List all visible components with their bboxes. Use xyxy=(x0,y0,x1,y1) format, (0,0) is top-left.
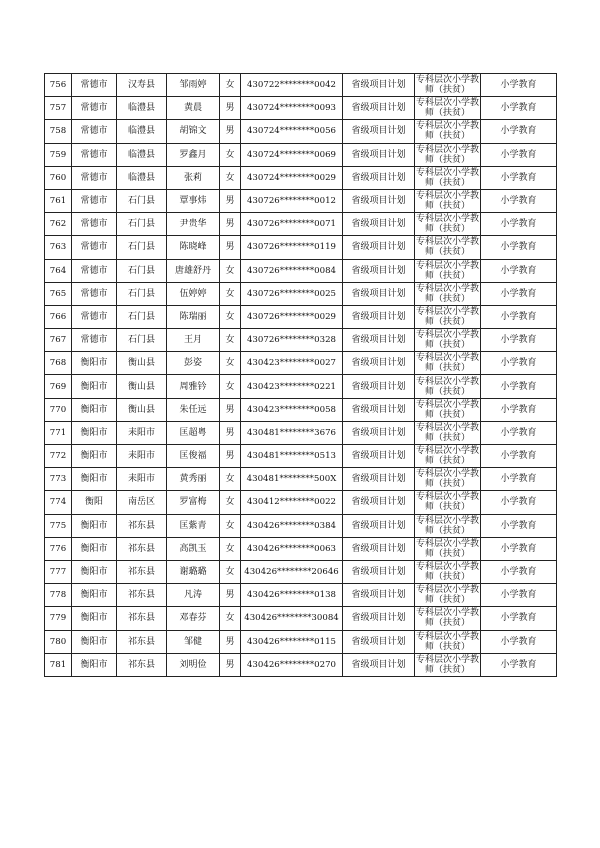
cell-subject: 小学教育 xyxy=(481,468,557,491)
cell-city: 常德市 xyxy=(72,120,117,143)
cell-id-number: 430412********0022 xyxy=(241,491,343,514)
cell-id-number: 430481********500X xyxy=(241,468,343,491)
cell-name: 邓春芬 xyxy=(167,607,220,630)
cell-county: 祁东县 xyxy=(117,607,167,630)
cell-category: 专科层次小学教师（扶贫） xyxy=(415,306,479,327)
cell-gender: 男 xyxy=(220,97,241,120)
cell-category: 专科层次小学教师（扶贫） xyxy=(415,260,479,281)
cell-city: 常德市 xyxy=(72,143,117,166)
cell-gender: 男 xyxy=(220,213,241,236)
cell-county: 临澧县 xyxy=(117,97,167,120)
cell-subject: 小学教育 xyxy=(481,607,557,630)
cell-county: 衡山县 xyxy=(117,398,167,421)
cell-project: 省级项目计划 xyxy=(343,329,415,352)
cell-project: 省级项目计划 xyxy=(343,445,415,468)
cell-id-number: 430726********0084 xyxy=(241,259,343,282)
cell-subject: 小学教育 xyxy=(481,259,557,282)
cell-index: 777 xyxy=(45,560,72,583)
cell-subject: 小学教育 xyxy=(481,329,557,352)
cell-city: 常德市 xyxy=(72,97,117,120)
cell-county: 耒阳市 xyxy=(117,468,167,491)
cell-index: 772 xyxy=(45,445,72,468)
cell-name: 彭姿 xyxy=(167,352,220,375)
cell-name: 邹雨婷 xyxy=(167,74,220,97)
cell-index: 773 xyxy=(45,468,72,491)
cell-name: 张莉 xyxy=(167,166,220,189)
cell-index: 770 xyxy=(45,398,72,421)
cell-county: 南岳区 xyxy=(117,491,167,514)
table-row xyxy=(45,97,557,120)
cell-project: 省级项目计划 xyxy=(343,375,415,398)
cell-name: 唐雄舒丹 xyxy=(167,259,220,282)
cell-id-number: 430724********0029 xyxy=(241,166,343,189)
cell-gender: 男 xyxy=(220,120,241,143)
cell-gender: 男 xyxy=(220,630,241,653)
cell-id-number: 430423********0027 xyxy=(241,352,343,375)
cell-category: 专科层次小学教师（扶贫） xyxy=(415,376,479,397)
table-row xyxy=(45,537,557,560)
cell-project: 省级项目计划 xyxy=(343,468,415,491)
cell-category: 专科层次小学教师（扶贫） xyxy=(415,98,479,119)
cell-city: 常德市 xyxy=(72,236,117,259)
cell-city: 衡阳市 xyxy=(72,445,117,468)
cell-project: 省级项目计划 xyxy=(343,213,415,236)
cell-county: 衡山县 xyxy=(117,352,167,375)
table-row xyxy=(45,236,557,259)
cell-subject: 小学教育 xyxy=(481,653,557,676)
table-row xyxy=(45,584,557,607)
cell-county: 祁东县 xyxy=(117,630,167,653)
cell-gender: 女 xyxy=(220,143,241,166)
cell-city: 衡阳市 xyxy=(72,537,117,560)
cell-category: 专科层次小学教师（扶贫） xyxy=(415,191,479,212)
cell-id-number: 430481********0513 xyxy=(241,445,343,468)
cell-name: 匡俊福 xyxy=(167,445,220,468)
cell-project: 省级项目计划 xyxy=(343,421,415,444)
table-row xyxy=(45,120,557,143)
table-row xyxy=(45,166,557,189)
cell-gender: 女 xyxy=(220,514,241,537)
cell-project: 省级项目计划 xyxy=(343,236,415,259)
cell-gender: 女 xyxy=(220,560,241,583)
cell-name: 高凯玉 xyxy=(167,537,220,560)
table-row xyxy=(45,74,557,97)
cell-gender: 女 xyxy=(220,537,241,560)
cell-index: 768 xyxy=(45,352,72,375)
cell-subject: 小学教育 xyxy=(481,584,557,607)
cell-city: 衡阳市 xyxy=(72,352,117,375)
cell-index: 771 xyxy=(45,421,72,444)
cell-name: 王月 xyxy=(167,329,220,352)
cell-id-number: 430724********0056 xyxy=(241,120,343,143)
table-row xyxy=(45,445,557,468)
cell-city: 衡阳市 xyxy=(72,421,117,444)
cell-city: 常德市 xyxy=(72,74,117,97)
cell-index: 757 xyxy=(45,97,72,120)
cell-project: 省级项目计划 xyxy=(343,491,415,514)
cell-city: 衡阳市 xyxy=(72,607,117,630)
cell-index: 756 xyxy=(45,74,72,97)
cell-name: 谢璐璐 xyxy=(167,560,220,583)
cell-subject: 小学教育 xyxy=(481,143,557,166)
cell-project: 省级项目计划 xyxy=(343,514,415,537)
cell-project: 省级项目计划 xyxy=(343,305,415,328)
cell-county: 石门县 xyxy=(117,305,167,328)
cell-index: 767 xyxy=(45,329,72,352)
roster-body xyxy=(45,74,557,677)
table-row xyxy=(45,421,557,444)
cell-subject: 小学教育 xyxy=(481,213,557,236)
cell-gender: 女 xyxy=(220,305,241,328)
cell-category: 专科层次小学教师（扶贫） xyxy=(415,492,479,513)
cell-project: 省级项目计划 xyxy=(343,584,415,607)
cell-index: 778 xyxy=(45,584,72,607)
cell-project: 省级项目计划 xyxy=(343,74,415,97)
table-row xyxy=(45,468,557,491)
cell-id-number: 430426********0138 xyxy=(241,584,343,607)
cell-project: 省级项目计划 xyxy=(343,97,415,120)
cell-index: 776 xyxy=(45,537,72,560)
cell-index: 764 xyxy=(45,259,72,282)
cell-index: 779 xyxy=(45,607,72,630)
cell-subject: 小学教育 xyxy=(481,630,557,653)
cell-county: 石门县 xyxy=(117,236,167,259)
cell-id-number: 430722********0042 xyxy=(241,74,343,97)
cell-gender: 男 xyxy=(220,584,241,607)
cell-name: 罗富梅 xyxy=(167,491,220,514)
cell-name: 邹健 xyxy=(167,630,220,653)
cell-name: 周雅钤 xyxy=(167,375,220,398)
cell-county: 石门县 xyxy=(117,259,167,282)
cell-category: 专科层次小学教师（扶贫） xyxy=(415,283,479,304)
cell-gender: 男 xyxy=(220,236,241,259)
cell-city: 衡阳市 xyxy=(72,584,117,607)
cell-gender: 女 xyxy=(220,468,241,491)
cell-county: 石门县 xyxy=(117,329,167,352)
cell-subject: 小学教育 xyxy=(481,560,557,583)
cell-id-number: 430724********0093 xyxy=(241,97,343,120)
cell-category: 专科层次小学教师（扶贫） xyxy=(415,562,479,583)
cell-index: 780 xyxy=(45,630,72,653)
cell-category: 专科层次小学教师（扶贫） xyxy=(415,144,479,165)
table-row xyxy=(45,607,557,630)
cell-id-number: 430423********0058 xyxy=(241,398,343,421)
cell-county: 祁东县 xyxy=(117,584,167,607)
cell-county: 石门县 xyxy=(117,189,167,212)
cell-category: 专科层次小学教师（扶贫） xyxy=(415,585,479,606)
cell-index: 766 xyxy=(45,305,72,328)
cell-gender: 女 xyxy=(220,74,241,97)
table-row xyxy=(45,189,557,212)
cell-index: 769 xyxy=(45,375,72,398)
cell-city: 衡阳市 xyxy=(72,398,117,421)
cell-gender: 男 xyxy=(220,653,241,676)
cell-project: 省级项目计划 xyxy=(343,398,415,421)
cell-category: 专科层次小学教师（扶贫） xyxy=(415,214,479,235)
cell-name: 伍婷婷 xyxy=(167,282,220,305)
cell-city: 衡阳市 xyxy=(72,630,117,653)
cell-city: 衡阳 xyxy=(72,491,117,514)
cell-subject: 小学教育 xyxy=(481,120,557,143)
cell-county: 石门县 xyxy=(117,282,167,305)
cell-gender: 女 xyxy=(220,282,241,305)
cell-subject: 小学教育 xyxy=(481,421,557,444)
cell-name: 陈瑞丽 xyxy=(167,305,220,328)
cell-id-number: 430726********0119 xyxy=(241,236,343,259)
cell-category: 专科层次小学教师（扶贫） xyxy=(415,515,479,536)
roster-table xyxy=(44,73,557,677)
cell-id-number: 430726********0071 xyxy=(241,213,343,236)
cell-index: 760 xyxy=(45,166,72,189)
table-row xyxy=(45,398,557,421)
cell-index: 774 xyxy=(45,491,72,514)
cell-subject: 小学教育 xyxy=(481,537,557,560)
cell-project: 省级项目计划 xyxy=(343,189,415,212)
cell-county: 耒阳市 xyxy=(117,445,167,468)
cell-id-number: 430726********0012 xyxy=(241,189,343,212)
cell-id-number: 430426********0063 xyxy=(241,537,343,560)
cell-subject: 小学教育 xyxy=(481,514,557,537)
cell-category: 专科层次小学教师（扶贫） xyxy=(415,121,479,142)
cell-county: 临澧县 xyxy=(117,143,167,166)
cell-id-number: 430726********0025 xyxy=(241,282,343,305)
cell-id-number: 430726********0029 xyxy=(241,305,343,328)
cell-gender: 女 xyxy=(220,607,241,630)
cell-gender: 男 xyxy=(220,189,241,212)
cell-name: 尹贵华 xyxy=(167,213,220,236)
cell-county: 石门县 xyxy=(117,213,167,236)
cell-county: 衡山县 xyxy=(117,375,167,398)
table-row xyxy=(45,630,557,653)
table-row xyxy=(45,653,557,676)
table-row xyxy=(45,143,557,166)
cell-city: 常德市 xyxy=(72,189,117,212)
cell-city: 衡阳市 xyxy=(72,468,117,491)
cell-subject: 小学教育 xyxy=(481,445,557,468)
cell-city: 衡阳市 xyxy=(72,514,117,537)
cell-index: 762 xyxy=(45,213,72,236)
cell-id-number: 430481********3676 xyxy=(241,421,343,444)
cell-city: 衡阳市 xyxy=(72,375,117,398)
cell-index: 761 xyxy=(45,189,72,212)
table-row xyxy=(45,560,557,583)
cell-gender: 男 xyxy=(220,398,241,421)
cell-gender: 女 xyxy=(220,329,241,352)
table-row xyxy=(45,375,557,398)
cell-city: 衡阳市 xyxy=(72,560,117,583)
cell-county: 耒阳市 xyxy=(117,421,167,444)
cell-name: 凡涛 xyxy=(167,584,220,607)
cell-category: 专科层次小学教师（扶贫） xyxy=(415,469,479,490)
cell-subject: 小学教育 xyxy=(481,375,557,398)
table-row xyxy=(45,305,557,328)
cell-category: 专科层次小学教师（扶贫） xyxy=(415,631,479,652)
cell-category: 专科层次小学教师（扶贫） xyxy=(415,353,479,374)
cell-category: 专科层次小学教师（扶贫） xyxy=(415,446,479,467)
cell-index: 781 xyxy=(45,653,72,676)
table-row xyxy=(45,514,557,537)
cell-subject: 小学教育 xyxy=(481,491,557,514)
cell-category: 专科层次小学教师（扶贫） xyxy=(415,330,479,351)
table-row xyxy=(45,213,557,236)
cell-gender: 男 xyxy=(220,421,241,444)
cell-project: 省级项目计划 xyxy=(343,607,415,630)
cell-city: 常德市 xyxy=(72,166,117,189)
cell-index: 759 xyxy=(45,143,72,166)
cell-name: 覃事炜 xyxy=(167,189,220,212)
cell-name: 黄秀丽 xyxy=(167,468,220,491)
cell-subject: 小学教育 xyxy=(481,305,557,328)
cell-gender: 女 xyxy=(220,352,241,375)
cell-project: 省级项目计划 xyxy=(343,166,415,189)
cell-county: 汉寿县 xyxy=(117,74,167,97)
cell-subject: 小学教育 xyxy=(481,74,557,97)
cell-city: 常德市 xyxy=(72,213,117,236)
cell-project: 省级项目计划 xyxy=(343,352,415,375)
cell-gender: 女 xyxy=(220,259,241,282)
cell-category: 专科层次小学教师（扶贫） xyxy=(415,75,479,96)
cell-id-number: 430423********0221 xyxy=(241,375,343,398)
cell-subject: 小学教育 xyxy=(481,97,557,120)
cell-category: 专科层次小学教师（扶贫） xyxy=(415,237,479,258)
table-row xyxy=(45,352,557,375)
cell-name: 朱任远 xyxy=(167,398,220,421)
cell-city: 常德市 xyxy=(72,305,117,328)
cell-subject: 小学教育 xyxy=(481,236,557,259)
cell-subject: 小学教育 xyxy=(481,398,557,421)
cell-gender: 女 xyxy=(220,375,241,398)
cell-name: 罗鑫月 xyxy=(167,143,220,166)
cell-category: 专科层次小学教师（扶贫） xyxy=(415,422,479,443)
cell-county: 临澧县 xyxy=(117,166,167,189)
cell-county: 祁东县 xyxy=(117,537,167,560)
cell-subject: 小学教育 xyxy=(481,166,557,189)
cell-project: 省级项目计划 xyxy=(343,537,415,560)
cell-city: 常德市 xyxy=(72,259,117,282)
cell-id-number: 430426********20646 xyxy=(241,560,343,583)
cell-project: 省级项目计划 xyxy=(343,560,415,583)
table-row xyxy=(45,329,557,352)
cell-id-number: 430426********0384 xyxy=(241,514,343,537)
cell-gender: 男 xyxy=(220,445,241,468)
cell-county: 祁东县 xyxy=(117,514,167,537)
cell-name: 匡超粤 xyxy=(167,421,220,444)
table-row xyxy=(45,259,557,282)
cell-index: 775 xyxy=(45,514,72,537)
cell-index: 763 xyxy=(45,236,72,259)
cell-city: 常德市 xyxy=(72,282,117,305)
cell-index: 758 xyxy=(45,120,72,143)
cell-index: 765 xyxy=(45,282,72,305)
cell-category: 专科层次小学教师（扶贫） xyxy=(415,538,479,559)
table-row xyxy=(45,491,557,514)
table-row xyxy=(45,282,557,305)
cell-city: 常德市 xyxy=(72,329,117,352)
cell-project: 省级项目计划 xyxy=(343,143,415,166)
cell-name: 匡紫青 xyxy=(167,514,220,537)
cell-county: 临澧县 xyxy=(117,120,167,143)
cell-project: 省级项目计划 xyxy=(343,653,415,676)
cell-gender: 女 xyxy=(220,491,241,514)
cell-city: 衡阳市 xyxy=(72,653,117,676)
cell-subject: 小学教育 xyxy=(481,282,557,305)
cell-category: 专科层次小学教师（扶贫） xyxy=(415,399,479,420)
cell-project: 省级项目计划 xyxy=(343,630,415,653)
cell-gender: 女 xyxy=(220,166,241,189)
cell-id-number: 430724********0069 xyxy=(241,143,343,166)
cell-name: 胡锦文 xyxy=(167,120,220,143)
cell-id-number: 430426********0270 xyxy=(241,653,343,676)
cell-county: 祁东县 xyxy=(117,560,167,583)
cell-subject: 小学教育 xyxy=(481,189,557,212)
cell-id-number: 430726********0328 xyxy=(241,329,343,352)
cell-category: 专科层次小学教师（扶贫） xyxy=(415,654,479,675)
cell-id-number: 430426********0115 xyxy=(241,630,343,653)
cell-category: 专科层次小学教师（扶贫） xyxy=(415,608,479,629)
cell-category: 专科层次小学教师（扶贫） xyxy=(415,167,479,188)
cell-name: 陈晓峰 xyxy=(167,236,220,259)
cell-project: 省级项目计划 xyxy=(343,120,415,143)
cell-county: 祁东县 xyxy=(117,653,167,676)
cell-subject: 小学教育 xyxy=(481,352,557,375)
cell-project: 省级项目计划 xyxy=(343,259,415,282)
cell-name: 黄晨 xyxy=(167,97,220,120)
cell-id-number: 430426********30084 xyxy=(241,607,343,630)
cell-name: 刘明俭 xyxy=(167,653,220,676)
cell-project: 省级项目计划 xyxy=(343,282,415,305)
